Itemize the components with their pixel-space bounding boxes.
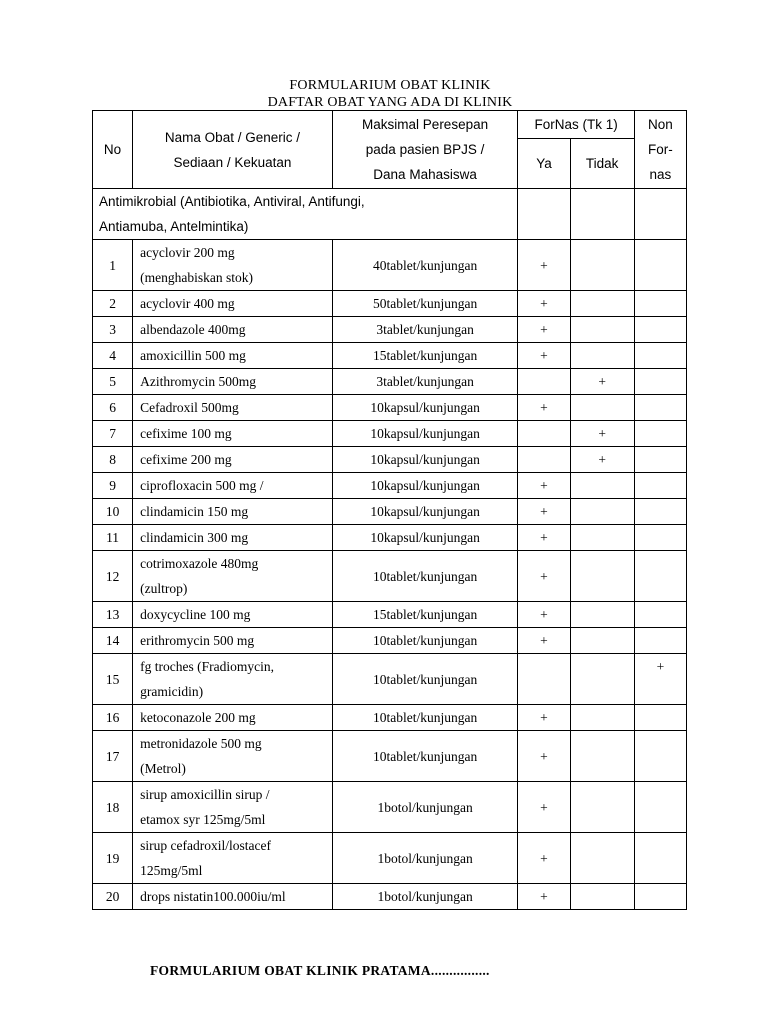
non-fornas-mark (634, 525, 686, 551)
header-non-line3: nas (649, 167, 672, 182)
fornas-tidak-mark (570, 602, 634, 628)
header-ya: Ya (518, 139, 570, 189)
drug-name-cell (133, 705, 333, 731)
fornas-ya-mark: + (518, 782, 570, 833)
row-number: 3 (93, 317, 133, 343)
drug-name: cefixime 100 mg (140, 426, 232, 441)
fornas-tidak-mark (570, 240, 634, 291)
row-number: 4 (93, 343, 133, 369)
max-prescription: 10tablet/kunjungan (332, 628, 518, 654)
fornas-ya-mark (518, 421, 570, 447)
category-tidak-cell (570, 189, 634, 240)
fornas-ya-mark: + (518, 884, 570, 910)
row-number: 17 (93, 731, 133, 782)
drug-name: ketoconazole 200 mg (140, 710, 256, 725)
drug-name-detail: (zultrop) (140, 581, 188, 596)
max-prescription: 3tablet/kunjungan (332, 369, 518, 395)
drug-name-cell (133, 240, 333, 291)
header-drug-name-line1: Nama Obat / Generic / (164, 129, 300, 145)
fornas-tidak-mark (570, 499, 634, 525)
non-fornas-mark (634, 731, 686, 782)
row-number: 14 (93, 628, 133, 654)
category-line1: Antimikrobial (Antibiotika, Antiviral, Antifungi, (99, 194, 365, 209)
drug-name: metronidazole 500 mg (140, 736, 262, 751)
table-row (93, 884, 687, 910)
fornas-ya-mark: + (518, 395, 570, 421)
row-number: 11 (93, 525, 133, 551)
max-prescription: 10kapsul/kunjungan (332, 447, 518, 473)
category-row (93, 189, 687, 240)
table-row (93, 473, 687, 499)
row-number: 10 (93, 499, 133, 525)
row-number: 5 (93, 369, 133, 395)
table-row (93, 447, 687, 473)
non-fornas-mark (634, 602, 686, 628)
table-row (93, 833, 687, 884)
fornas-ya-mark (518, 654, 570, 705)
drug-name: Cefadroxil 500mg (140, 400, 239, 415)
drug-name-cell (133, 782, 333, 833)
drug-name-detail: gramicidin) (140, 684, 204, 699)
drug-name-cell (133, 499, 333, 525)
non-fornas-mark (634, 782, 686, 833)
header-non-line2: For- (648, 142, 673, 157)
table-row (93, 602, 687, 628)
table-row (93, 499, 687, 525)
non-fornas-mark (634, 884, 686, 910)
drug-name: drops nistatin100.000iu/ml (140, 889, 286, 904)
drug-name-cell (133, 833, 333, 884)
fornas-tidak-mark (570, 291, 634, 317)
drug-name: sirup amoxicillin sirup / (140, 787, 270, 802)
non-fornas-mark (634, 833, 686, 884)
row-number: 16 (93, 705, 133, 731)
category-non-cell (634, 189, 686, 240)
header-tidak: Tidak (570, 139, 634, 189)
table-row (93, 525, 687, 551)
drug-name-detail: 125mg/5ml (140, 863, 203, 878)
drug-name: erithromycin 500 mg (140, 633, 255, 648)
header-max-line3: Dana Mahasiswa (373, 167, 477, 182)
fornas-ya-mark: + (518, 833, 570, 884)
max-prescription: 10tablet/kunjungan (332, 654, 518, 705)
row-number: 1 (93, 240, 133, 291)
fornas-tidak-mark (570, 395, 634, 421)
drug-name: clindamicin 300 mg (140, 530, 249, 545)
non-fornas-mark (634, 705, 686, 731)
fornas-tidak-mark (570, 705, 634, 731)
fornas-tidak-mark (570, 473, 634, 499)
drug-name-cell (133, 447, 333, 473)
max-prescription: 10tablet/kunjungan (332, 551, 518, 602)
drug-name: fg troches (Fradiomycin, (140, 659, 274, 674)
drug-name-cell (133, 602, 333, 628)
drug-name: clindamicin 150 mg (140, 504, 249, 519)
non-fornas-mark (634, 343, 686, 369)
non-fornas-mark (634, 551, 686, 602)
category-line2: Antiamuba, Antelmintika) (99, 219, 249, 234)
fornas-ya-mark: + (518, 551, 570, 602)
fornas-ya-mark: + (518, 473, 570, 499)
table-row (93, 628, 687, 654)
table-row (93, 317, 687, 343)
fornas-ya-mark: + (518, 317, 570, 343)
drug-formulary-table (92, 110, 687, 910)
drug-name-cell (133, 291, 333, 317)
max-prescription: 10kapsul/kunjungan (332, 395, 518, 421)
fornas-ya-mark: + (518, 602, 570, 628)
drug-name-cell (133, 395, 333, 421)
max-prescription: 10tablet/kunjungan (332, 705, 518, 731)
fornas-tidak-mark (570, 782, 634, 833)
footer-title: FORMULARIUM OBAT KLINIK PRATAMA................ (150, 963, 490, 978)
table-row (93, 240, 687, 291)
row-number: 18 (93, 782, 133, 833)
row-number: 20 (93, 884, 133, 910)
row-number: 7 (93, 421, 133, 447)
non-fornas-mark (634, 628, 686, 654)
non-fornas-mark (634, 395, 686, 421)
row-number: 12 (93, 551, 133, 602)
row-number: 15 (93, 654, 133, 705)
header-max-line2: pada pasien BPJS / (365, 142, 485, 157)
fornas-ya-mark: + (518, 499, 570, 525)
drug-name-cell (133, 473, 333, 499)
drug-name-detail: (Metrol) (140, 761, 186, 776)
table-row (93, 395, 687, 421)
drug-name-cell (133, 343, 333, 369)
max-prescription: 10kapsul/kunjungan (332, 499, 518, 525)
table-row (93, 782, 687, 833)
max-prescription: 15tablet/kunjungan (332, 343, 518, 369)
fornas-tidak-mark (570, 628, 634, 654)
fornas-ya-mark: + (518, 343, 570, 369)
fornas-ya-mark (518, 447, 570, 473)
header-non-line1: Non (648, 117, 673, 132)
max-prescription: 1botol/kunjungan (332, 884, 518, 910)
row-number: 13 (93, 602, 133, 628)
max-prescription: 10kapsul/kunjungan (332, 421, 518, 447)
header-row-1 (93, 111, 687, 139)
fornas-ya-mark: + (518, 731, 570, 782)
header-fornas: ForNas (Tk 1) (518, 111, 634, 139)
non-fornas-mark (634, 421, 686, 447)
row-number: 6 (93, 395, 133, 421)
max-prescription: 15tablet/kunjungan (332, 602, 518, 628)
fornas-ya-mark: + (518, 628, 570, 654)
fornas-ya-mark: + (518, 525, 570, 551)
drug-name-cell (133, 551, 333, 602)
max-prescription: 10kapsul/kunjungan (332, 473, 518, 499)
drug-name: acyclovir 400 mg (140, 296, 235, 311)
header-no: No (93, 111, 133, 189)
max-prescription: 40tablet/kunjungan (332, 240, 518, 291)
drug-name-cell (133, 421, 333, 447)
header-max-prescription (332, 111, 518, 189)
drug-name: acyclovir 200 mg (140, 245, 235, 260)
fornas-tidak-mark (570, 317, 634, 343)
header-non-fornas (634, 111, 686, 189)
non-fornas-mark (634, 291, 686, 317)
header-drug-name (133, 111, 333, 189)
drug-name-detail: etamox syr 125mg/5ml (140, 812, 266, 827)
fornas-tidak-mark (570, 654, 634, 705)
table-row (93, 654, 687, 705)
drug-name: albendazole 400mg (140, 322, 246, 337)
drug-name-cell (133, 731, 333, 782)
drug-name-cell (133, 369, 333, 395)
row-number: 8 (93, 447, 133, 473)
category-ya-cell (518, 189, 570, 240)
table-row (93, 731, 687, 782)
max-prescription: 1botol/kunjungan (332, 833, 518, 884)
document-title: FORMULARIUM OBAT KLINIK (289, 78, 491, 93)
fornas-tidak-mark: + (570, 369, 634, 395)
drug-name: cotrimoxazole 480mg (140, 556, 259, 571)
fornas-tidak-mark (570, 525, 634, 551)
table-row (93, 421, 687, 447)
fornas-tidak-mark (570, 731, 634, 782)
fornas-tidak-mark: + (570, 421, 634, 447)
fornas-ya-mark: + (518, 291, 570, 317)
non-fornas-mark (634, 447, 686, 473)
header-max-line1: Maksimal Peresepan (362, 117, 489, 132)
document-subtitle: DAFTAR OBAT YANG ADA DI KLINIK (267, 95, 513, 110)
fornas-tidak-mark (570, 343, 634, 369)
max-prescription: 10kapsul/kunjungan (332, 525, 518, 551)
fornas-tidak-mark (570, 884, 634, 910)
table-row (93, 369, 687, 395)
max-prescription: 3tablet/kunjungan (332, 317, 518, 343)
drug-name-cell (133, 884, 333, 910)
row-number: 19 (93, 833, 133, 884)
row-number: 2 (93, 291, 133, 317)
drug-name: Azithromycin 500mg (140, 374, 256, 389)
non-fornas-mark (634, 240, 686, 291)
header-drug-name-line2: Sediaan / Kekuatan (173, 154, 292, 170)
drug-name-cell (133, 628, 333, 654)
drug-name-detail: (menghabiskan stok) (140, 270, 253, 285)
non-fornas-mark (634, 473, 686, 499)
drug-name: cefixime 200 mg (140, 452, 232, 467)
drug-name: amoxicillin 500 mg (140, 348, 246, 363)
drug-name: doxycycline 100 mg (140, 607, 251, 622)
table-row (93, 551, 687, 602)
non-fornas-mark (634, 499, 686, 525)
drug-name: sirup cefadroxil/lostacef (140, 838, 271, 853)
fornas-ya-mark: + (518, 240, 570, 291)
row-number: 9 (93, 473, 133, 499)
fornas-ya-mark: + (518, 705, 570, 731)
drug-name-cell (133, 654, 333, 705)
fornas-tidak-mark: + (570, 447, 634, 473)
table-row (93, 705, 687, 731)
non-fornas-mark: + (634, 654, 686, 705)
fornas-tidak-mark (570, 833, 634, 884)
max-prescription: 10tablet/kunjungan (332, 731, 518, 782)
drug-name: ciprofloxacin 500 mg / (140, 478, 264, 493)
drug-name-cell (133, 525, 333, 551)
category-label (93, 189, 518, 240)
table-row (93, 343, 687, 369)
max-prescription: 1botol/kunjungan (332, 782, 518, 833)
drug-name-cell (133, 317, 333, 343)
fornas-ya-mark (518, 369, 570, 395)
fornas-tidak-mark (570, 551, 634, 602)
non-fornas-mark (634, 369, 686, 395)
max-prescription: 50tablet/kunjungan (332, 291, 518, 317)
non-fornas-mark (634, 317, 686, 343)
table-row (93, 291, 687, 317)
